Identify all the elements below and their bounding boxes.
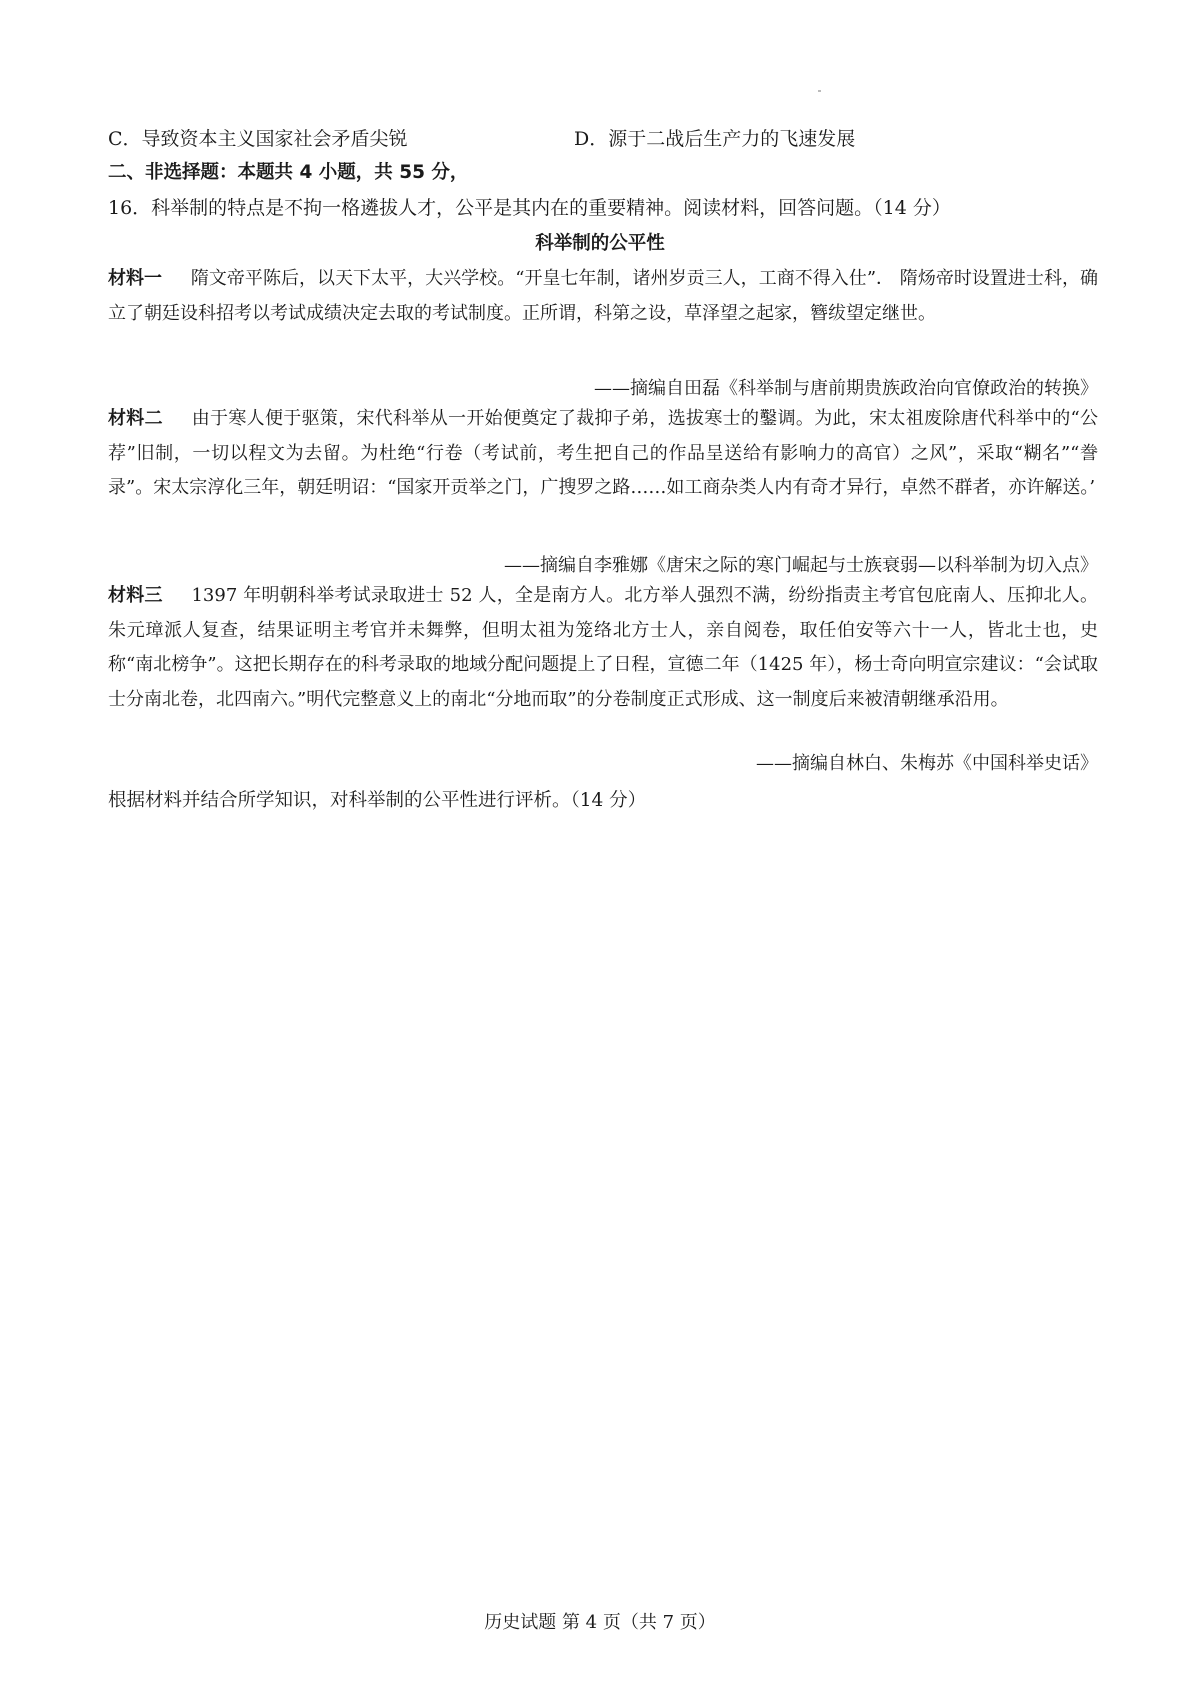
option-c: C．导致资本主义国家社会矛盾尖锐 [108,128,408,150]
material-3-label: 材料三 [108,585,163,606]
page-footer: 历史试题 第 4 页（共 7 页） [484,1612,716,1633]
material-3-text: 1397 年明朝科举考试录取进士 52 人，全是南方人。北方举人强烈不满，纷纷指责主考官包庇南人、压抑北人。朱元璋派人复查，结果证明主考官并未舞弊，但明太祖为笼络北方士人，亲自阅卷，取任伯安等六十一人，皆北士也，史称“南北榜争”。这把长期存在的科考录取的地域分配问题提上了日程，宣德二年（1425 年），杨士奇向明宣宗建议：“会试取士分南北卷，北四南六。”明代完整意义上的南北“分地而取”的分卷制度正式形成、这一制度后来被清朝继承沿用。 [108,585,1099,710]
material-1-source: ——摘编自田磊《科举制与唐前期贵族政治向官僚政治的转换》 [594,378,1098,399]
material-1-text: 隋文帝平陈后，以天下太平，大兴学校。“开皇七年制，诸州岁贡三人，工商不得入仕”． 隋炀帝时设置进士科，确立了朝廷设科招考以考试成绩决定去取的考试制度。正所谓，科第之设，草泽望之起家，簪绂望定继世。 [108,268,1098,324]
option-d: D．源于二战后生产力的飞速发展 [574,128,856,150]
scan-speck [818,90,821,92]
section-heading: 二、非选择题：本题共 4 小题，共 55 分， [108,162,469,183]
material-3-source: ——摘编自林白、朱梅苏《中国科举史话》 [756,753,1098,774]
material-1-label: 材料一 [108,268,163,289]
material-2-label: 材料二 [108,408,163,429]
material-3 [108,579,1098,717]
material-2 [108,402,1098,506]
material-2-source: ——摘编自李雅娜《唐宋之际的寒门崛起与士族衰弱—以科举制为切入点》 [504,555,1098,576]
question-16-stem: 16．科举制的特点是不拘一格遴拔人才，公平是其内在的重要精神。阅读材料，回答问题。（14 分） [108,197,951,219]
material-2-text: 由于寒人便于驱策，宋代科举从一开始便奠定了裁抑子弟，选拔寒士的鑿调。为此，宋太祖废除唐代科举中的“公荐”旧制，一切以程文为去留。为杜绝“行卷（考试前，考生把自己的作品呈送给有影响力的高官）之风”，采取“糊名”“誊录”。宋太宗淳化三年，朝廷明诏：“国家开贡举之门，广搜罗之路……如工商杂类人内有奇才异行，卓然不群者，亦许解送。’ [108,408,1099,498]
question-16-task: 根据材料并结合所学知识，对科举制的公平性进行评析。（14 分） [108,790,647,811]
question-16-title: 科举制的公平性 [535,233,665,254]
material-1 [108,262,1098,331]
